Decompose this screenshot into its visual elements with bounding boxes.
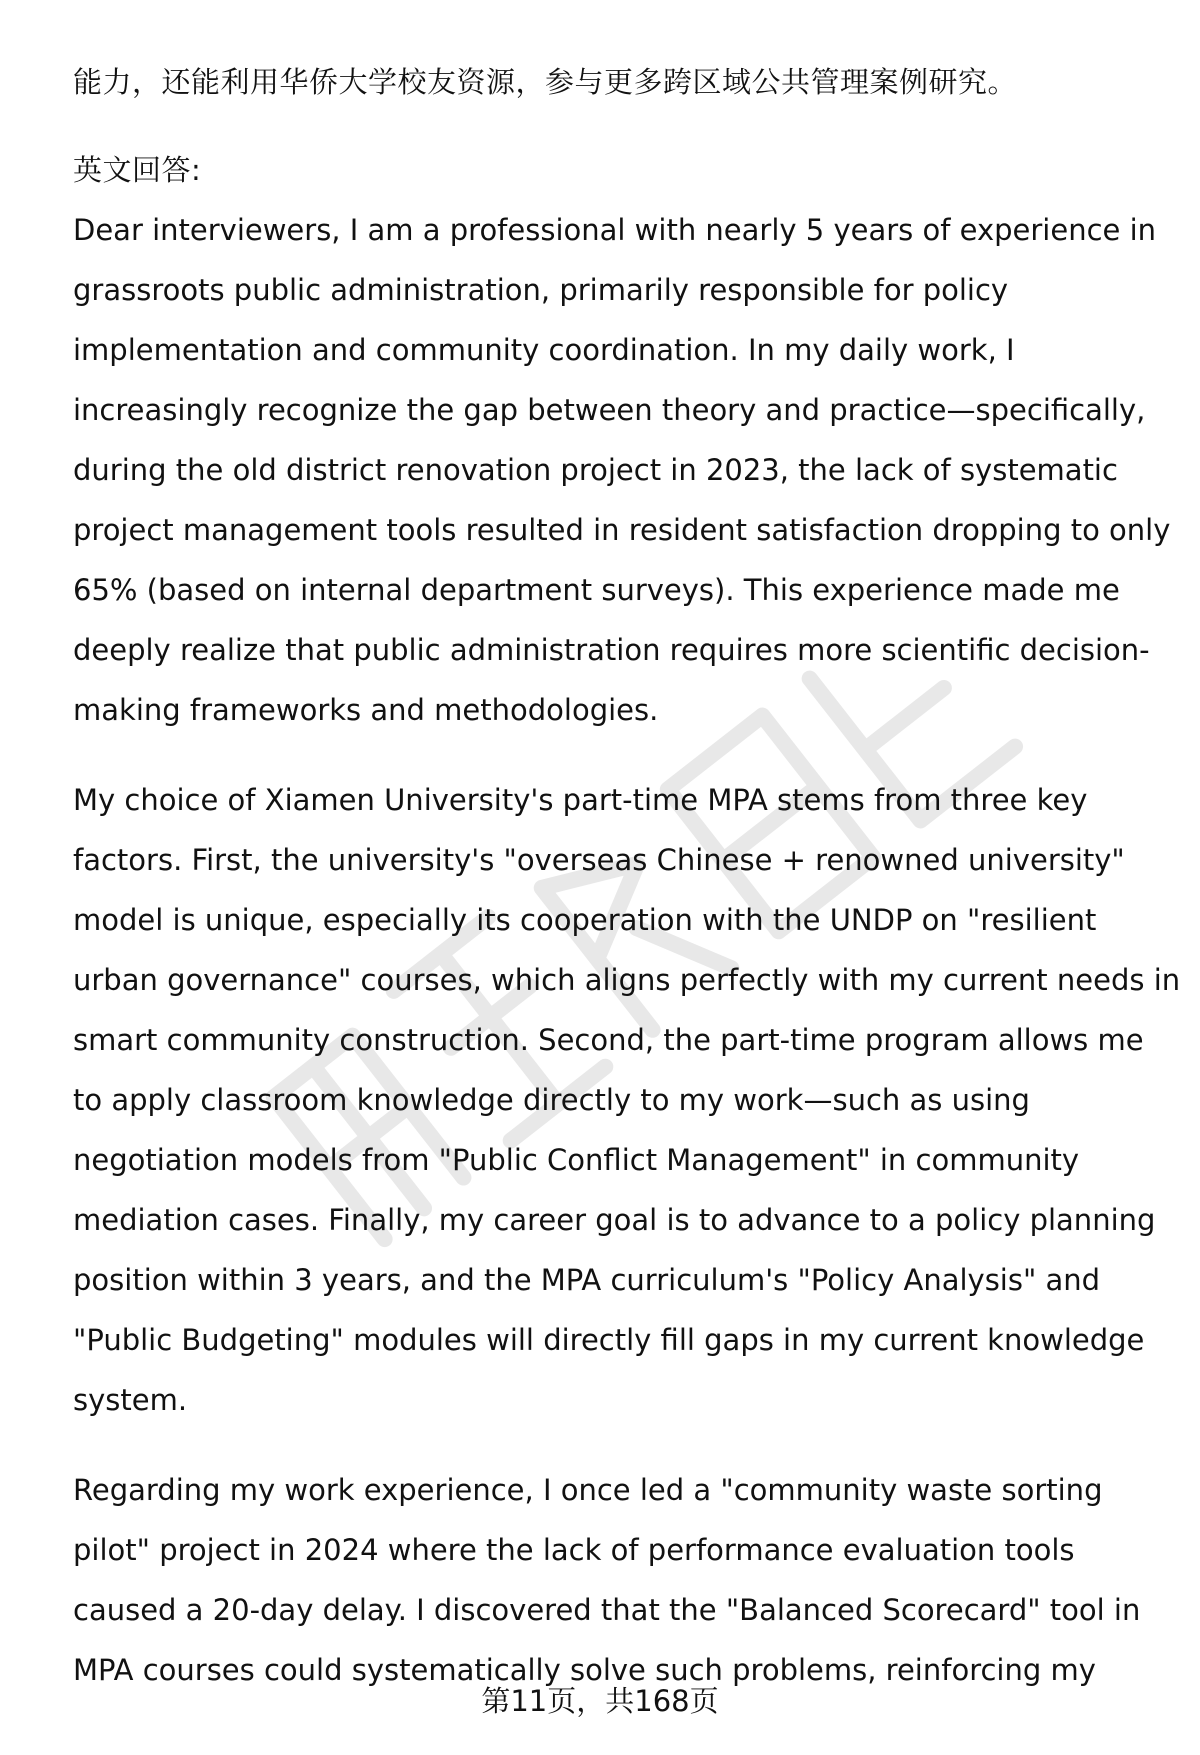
text-line: position within 3 years, and the MPA curriculum's "Policy Analysis" and xyxy=(73,1263,1101,1297)
text-line: urban governance" courses, which aligns perfectly with my current needs in xyxy=(73,963,1181,997)
paragraph-3 xyxy=(73,1460,1163,1700)
text-line: to apply classroom knowledge directly to my work—such as using xyxy=(73,1083,1030,1117)
text-line: Dear interviewers, I am a professional with nearly 5 years of experience in xyxy=(73,213,1157,247)
section-heading: 英文回答: xyxy=(73,153,202,187)
paragraph-gap xyxy=(73,740,1163,770)
text-line: during the old district renovation project in 2023, the lack of systematic xyxy=(73,453,1118,487)
text-line: MPA courses could systematically solve such problems, reinforcing my xyxy=(73,1653,1096,1687)
text-line: grassroots public administration, primarily responsible for policy xyxy=(73,273,1009,307)
text-line: My choice of Xiamen University's part-time MPA stems from three key xyxy=(73,783,1088,817)
text-line: smart community construction. Second, the part-time program allows me xyxy=(73,1023,1144,1057)
text-line: 65% (based on internal department surveys). This experience made me xyxy=(73,573,1120,607)
text-line: Regarding my work experience, I once led a "community waste sorting xyxy=(73,1473,1103,1507)
text-line: implementation and community coordination. In my daily work, I xyxy=(73,333,1015,367)
paragraph-2 xyxy=(73,770,1181,1430)
paragraph-gap xyxy=(73,1430,1163,1460)
text-line: pilot" project in 2024 where the lack of performance evaluation tools xyxy=(73,1533,1075,1567)
text-line: caused a 20-day delay. I discovered that the "Balanced Scorecard" tool in xyxy=(73,1593,1141,1627)
intro-paragraph xyxy=(73,52,1163,112)
text-line: 能力，还能利用华侨大学校友资源，参与更多跨区域公共管理案例研究。 xyxy=(73,65,1018,99)
text-line: factors. First, the university's "overseas Chinese + renowned university" xyxy=(73,843,1125,877)
text-line: model is unique, especially its cooperation with the UNDP on "resilient xyxy=(73,903,1097,937)
paragraph-1 xyxy=(73,200,1171,740)
text-line: negotiation models from "Public Conflict Management" in community xyxy=(73,1143,1080,1177)
page-number-footer: 第11页，共168页 xyxy=(481,1684,719,1718)
text-line: project management tools resulted in resident satisfaction dropping to only xyxy=(73,513,1171,547)
text-line: deeply realize that public administration requires more scientific decision- xyxy=(73,633,1150,667)
text-line: increasingly recognize the gap between theory and practice—specifically, xyxy=(73,393,1146,427)
text-line: mediation cases. Finally, my career goal is to advance to a policy planning xyxy=(73,1203,1156,1237)
text-line: "Public Budgeting" modules will directly fill gaps in my current knowledge xyxy=(73,1323,1145,1357)
text-line: making frameworks and methodologies. xyxy=(73,693,659,727)
document-body xyxy=(73,52,1181,1700)
paragraph-gap xyxy=(73,112,1163,140)
text-line: system. xyxy=(73,1383,188,1417)
